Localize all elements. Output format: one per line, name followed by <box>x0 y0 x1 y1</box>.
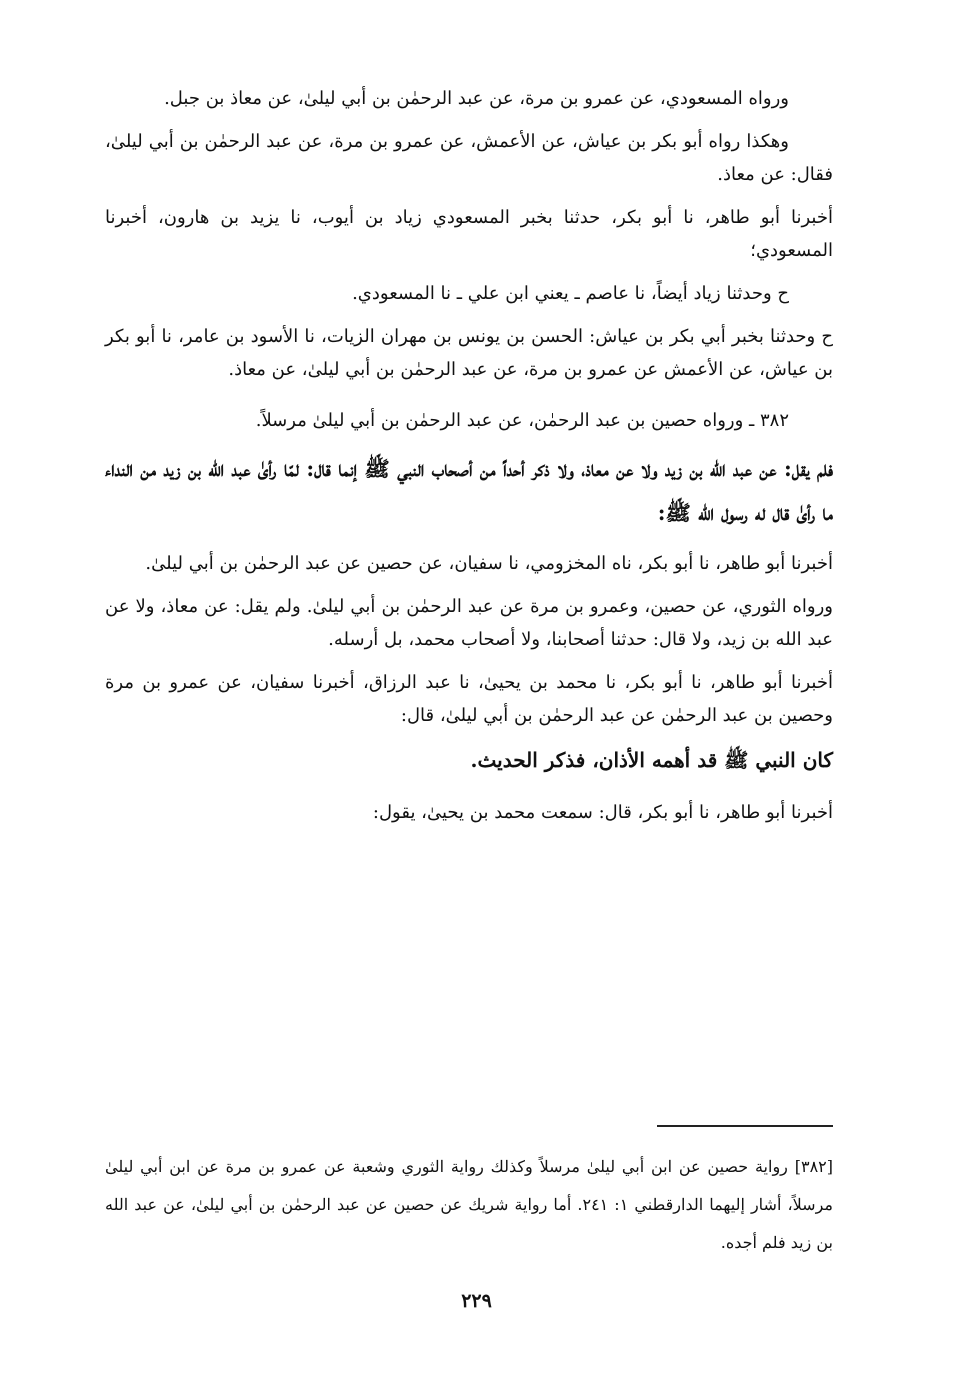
paragraph: ح وحدثنا زياد أيضاً، نا عاصم ـ يعني ابن علي ـ نا المسعودي. <box>352 283 789 304</box>
paragraph: أخبرنا أبو طاهر، نا أبو بكر، نا محمد بن يحيىٰ، نا عبد الرزاق، أخبرنا سفيان، عن عمرو بن مرة وحصين بن عبد الرحمٰن عن عبد الرحمٰن بن أبي ليلىٰ، قال: <box>105 672 833 726</box>
footnote: [٣٨٢] رواية حصين عن ابن أبي ليلىٰ مرسلاً وكذلك رواية الثوري وشعبة عن عمرو بن مرة عن ابن أبي ليلىٰ مرسلاً، أشار إليهما الدارقطني ١: ٢٤١. أما رواية شريك عن حصين عن عبد الرحمٰن بن أبي ليلىٰ، عن عبد الله بن زيد فلم أجده. <box>105 1157 834 1252</box>
paragraph: أخبرنا أبو طاهر، نا أبو بكر، قال: سمعت محمد بن يحيىٰ، يقول: <box>372 802 833 823</box>
paragraph: أخبرنا أبو طاهر، نا أبو بكر، حدثنا بخبر المسعودي زياد بن أيوب، نا يزيد بن هارون، أخبرنا المسعودي؛ <box>105 207 833 261</box>
hadith-number-paragraph: ٣٨٢ ـ ورواه حصين بن عبد الرحمٰن، عن عبد الرحمٰن بن أبي ليلىٰ مرسلاً. <box>255 410 789 431</box>
quoted-hadith: كان النبي ﷺ قد أهمه الأذان، فذكر الحديث. <box>470 748 833 772</box>
paragraph: وهكذا رواه أبو بكر بن عياش، عن الأعمش، عن عمرو بن مرة، عن عبد الرحمٰن بن أبي ليلىٰ، فقال: عن معاذ. <box>105 131 833 185</box>
emphasized-paragraph: فلم يقل: عن عبد الله بن زيد ولا عن معاذ، ولا ذكر أحداً من أصحاب النبي ﷺ إنما قال: لمّا رأىٰ عبد الله بن زيد من النداء ما رأىٰ قال له رسول الله ﷺ: <box>105 456 833 525</box>
paragraph: ح وحدثنا بخبر أبي بكر بن عياش: الحسن بن يونس بن مهران الزيات، نا الأسود بن عامر، نا أبو بكر بن عياش، عن الأعمش عن عمرو بن مرة، عن عبد الرحمٰن بن أبي ليلىٰ، عن معاذ. <box>105 326 833 380</box>
page-number: ٢٢٩ <box>461 1290 492 1312</box>
paragraph: ورواه الثوري، عن حصين، وعمرو بن مرة عن عبد الرحمٰن بن أبي ليلىٰ. ولم يقل: عن معاذ، ولا عن عبد الله بن زيد، ولا قال: حدثنا أصحابنا، ولا أصحاب محمد، بل أرسله. <box>105 596 833 650</box>
paragraph: ورواه المسعودي، عن عمرو بن مرة، عن عبد الرحمٰن بن أبي ليلىٰ، عن معاذ بن جبل. <box>164 88 789 109</box>
main-text <box>105 82 833 839</box>
paragraph: أخبرنا أبو طاهر، نا أبو بكر، ناه المخزومي، نا سفيان، عن حصين عن عبد الرحمٰن بن أبي ليلىٰ. <box>145 553 833 574</box>
footnote-divider <box>657 1125 833 1127</box>
